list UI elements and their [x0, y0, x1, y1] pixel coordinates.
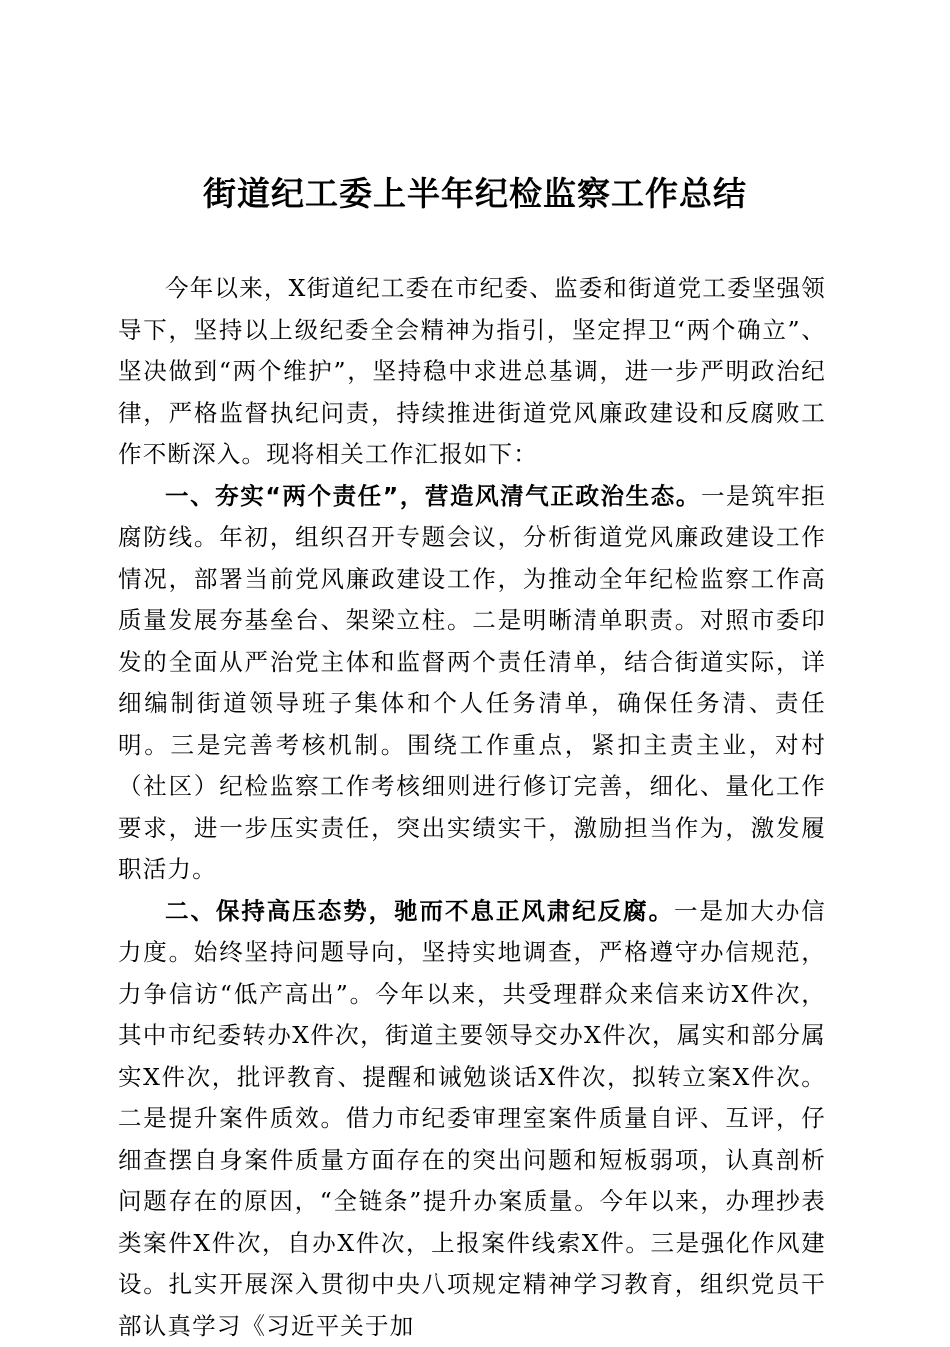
document-body [118, 268, 826, 1347]
intro-paragraph: 今年以来，X街道纪工委在市纪委、监委和街道党工委坚强领导下，坚持以上级纪委全会精神为指引，坚定捍卫“两个确立”、坚决做到“两个维护”，坚持稳中求进总基调，进一步严明政治纪律，严格监督执纪问责，持续推进街道党风廉政建设和反腐败工作不断深入。现将相关工作汇报如下： [118, 268, 826, 476]
section-heading-2: 二、保持高压态势，驰而不息正风肃纪反腐。 [165, 897, 674, 925]
document-title: 街道纪工委上半年纪检监察工作总结 [0, 170, 950, 218]
section-text-1: 一是筑牢拒腐防线。年初，组织召开专题会议，分析街道党风廉政建设工作情况，部署当前党风廉政建设工作，为推动全年纪检监察工作高质量发展夯基垒台、架梁立柱。二是明晰清单职责。对照市委印发的全面从严治党主体和监督两个责任清单，结合街道实际，详细编制街道领导班子集体和个人任务清单，确保任务清、责任明。三是完善考核机制。围绕工作重点，紧扣主责主业，对村（社区）纪检监察工作考核细则进行修订完善，细化、量化工作要求，进一步压实责任，突出实绩实干，激励担当作为，激发履职活力。 [118, 482, 826, 884]
section-paragraph-1 [118, 476, 826, 891]
section-heading-1: 一、夯实“两个责任”，营造风清气正政治生态。 [165, 482, 701, 510]
section-text-2: 一是加大办信力度。始终坚持问题导向，坚持实地调查，严格遵守办信规范，力争信访“低产高出”。今年以来，共受理群众来信来访X件次，其中市纪委转办X件次，街道主要领导交办X件次，属实和部分属实X件次，批评教育、提醒和诫勉谈话X件次，拟转立案X件次。二是提升案件质效。借力市纪委审理室案件质量自评、互评，仔细查摆自身案件质量方面存在的突出问题和短板弱项，认真剖析问题存在的原因，“全链条”提升办案质量。今年以来，办理抄表类案件X件次，自办X件次，上报案件线索X件。三是强化作风建设。扎实开展深入贯彻中央八项规定精神学习教育，组织党员干部认真学习《习近平关于加 [118, 897, 826, 1340]
section-paragraph-2 [118, 891, 826, 1347]
